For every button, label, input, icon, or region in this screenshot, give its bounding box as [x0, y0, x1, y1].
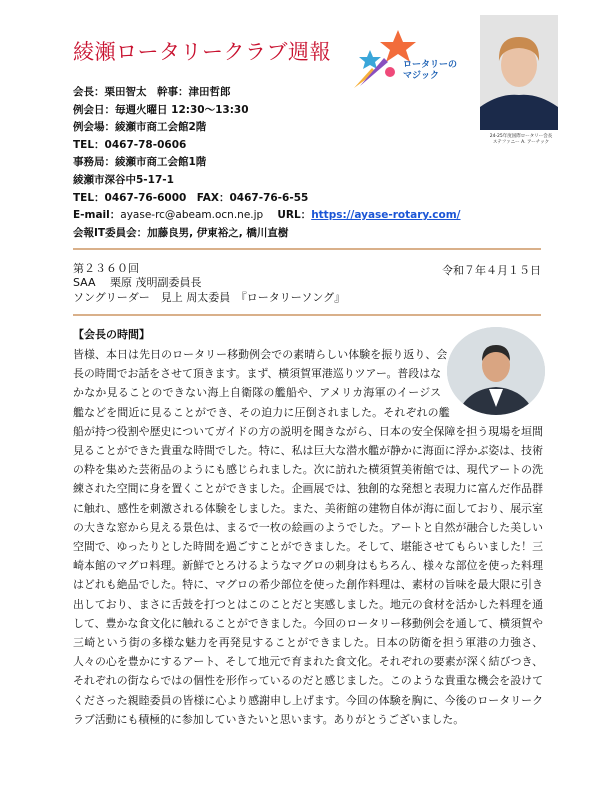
divider-middle — [73, 314, 541, 316]
address: 綾瀬市深谷中5-17-1 — [73, 173, 174, 186]
contact-line: E-mail：ayase-rc@abeam.ocn.ne.jp URL：https://ayase-rotary.com/ — [73, 209, 461, 222]
meeting-place: 例会場：綾瀬市商工会館2階 — [73, 121, 207, 134]
office: 事務局：綾瀬市商工会館1階 — [73, 156, 207, 169]
message-body: 皆様、本日は先日のロータリー移動例会での素晴らしい体験を振り返り、会長の時間でお話をさせて頂きます。まず、横須賀軍港巡りツアー。普段はなかなか見ることのできない海上自衛隊の艦船や、アメリカ海軍のイージス艦などを間近に見ることができ、その迫力に圧倒されました。それぞれの艦船が持つ役割や歴史についてガイドの方の説明を聞きながら、日本の安全保障を担う現場を垣間見ることができた貴重な時間でした。特に、私は巨大な潜水艦が静かに海面に浮かぶ姿は、技術の粋を集めた芸術品のようにも感じられました。次に訪れた横須賀美術館では、現代アートの洗練された空間に身を置くことができました。企画展では、独創的な発想と表現力に富んだ作品群に触れ、感性を刺激される体験をしました。また、美術館の建物自体が海に面しており、展示室の大きな窓から見える景色は、まるで一枚の絵画のようでした。アートと自然が融合した美しい空間で、ゆったりとした時間を過ごすことができました。そして、堪能させてもらいました！三崎本館のマグロ料理。新鮮でとろけるようなマグロの刺身はもちろん、様々な部位を使った料理はどれも絶品でした。特に、マグロの希少部位を使った創作料理は、素材の旨味を最大限に引き出しており、まさに舌鼓を打つとはこのことだと実感しました。地元の食材を活かした料理を通して、豊かな食文化に触れることができました。今回のロータリー移動例会を通して、横須賀や三崎という街の多様な魅力を再発見することができました。日本の防衛を担う軍港の力強さ、人々の心を豊かにするアート、そして地元で育まれた食文化。それぞれの要素が深く結びつき、それぞれの街ならではの個性を形作っているのだと感じました。このような貴重な機会を設けてくださった親睦委員の皆様に心より感謝申し上げます。今回の体験を胸に、今後のロータリークラブ活動にも積極的に参加していきたいと思います。ありがとうございました。 — [73, 348, 543, 726]
tel-fax: TEL：0467-76-6000 FAX：0467-76-6-55 — [73, 191, 309, 204]
section-heading: 【会長の時間】 — [73, 328, 150, 341]
officers: 会長：栗田智太 幹事：津田哲郎 — [73, 86, 231, 98]
club-info — [73, 84, 461, 242]
song-leader-line: ソングリーダー 見上 周太委員 『ロータリーソング』 — [73, 291, 346, 304]
newsletter-title: 綾瀬ロータリークラブ週報 — [73, 40, 331, 64]
divider-top — [73, 248, 541, 250]
it-committee: 会報IT委員会：加藤良男, 伊東裕之, 橋川直樹 — [73, 226, 289, 239]
tel: TEL：0467-78-0606 — [73, 138, 187, 151]
saa-line: SAA 栗原 茂明副委員長 — [73, 276, 202, 289]
email-link[interactable]: ayase-rc@abeam.ocn.ne.jp — [120, 209, 264, 222]
rotary-president-photo — [480, 15, 558, 130]
president-photo — [447, 327, 545, 415]
url-link[interactable]: https://ayase-rotary.com/ — [311, 209, 461, 222]
logo-text: ロータリーの マジック — [403, 60, 458, 81]
issue-number: 第２３６０回 — [73, 262, 139, 275]
presidents-message — [73, 345, 543, 729]
meeting-day: 例会日：毎週火曜日 12:30～13:30 — [73, 103, 249, 116]
photo-caption: 24-25年度国際ロータリー会長 ステファニー A. アーチック — [489, 134, 553, 145]
issue-date: 令和７年４月１５日 — [442, 264, 541, 277]
